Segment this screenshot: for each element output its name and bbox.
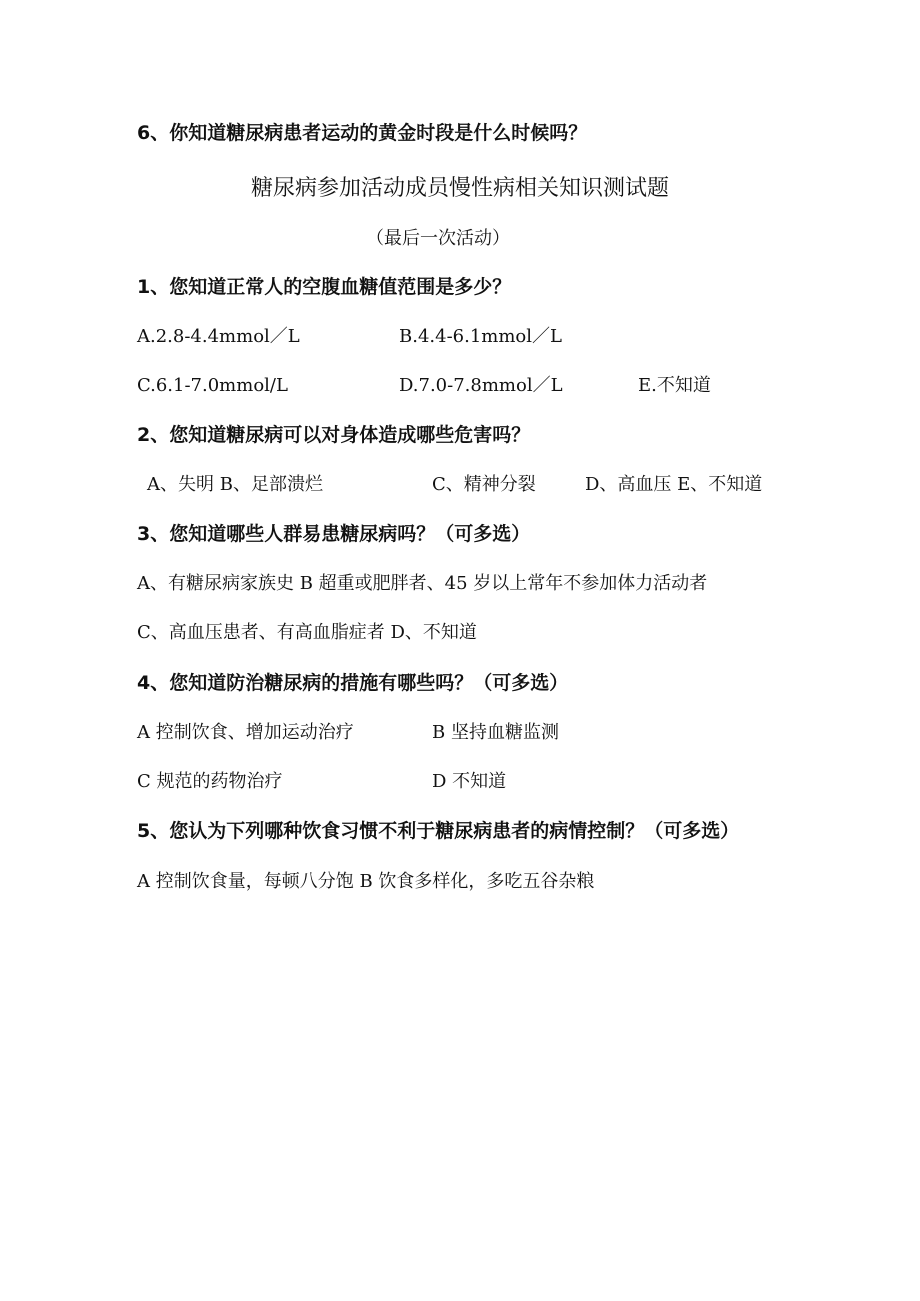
- q5-option-ab: A 控制饮食量，每顿八分饱 B 饮食多样化，多吃五谷杂粮: [137, 871, 595, 892]
- q1-option-d: D.7.0-7.8mmol／L: [399, 375, 563, 396]
- document-subtitle: （最后一次活动）: [366, 228, 510, 249]
- question-6: 6、你知道糖尿病患者运动的黄金时段是什么时候吗？: [137, 122, 588, 144]
- q2-option-de: D、高血压 E、不知道: [585, 474, 763, 495]
- document-title: 糖尿病参加活动成员慢性病相关知识测试题: [250, 176, 669, 201]
- question-1: 1、您知道正常人的空腹血糖值范围是多少？: [137, 276, 512, 298]
- q1-option-e: E.不知道: [638, 375, 711, 396]
- question-3: 3、您知道哪些人群易患糖尿病吗？（可多选）: [137, 523, 531, 545]
- q1-option-a: A.2.8-4.4mmol／L: [137, 326, 300, 347]
- question-2: 2、您知道糖尿病可以对身体造成哪些危害吗？: [137, 424, 531, 446]
- q4-option-d: D 不知道: [432, 771, 507, 792]
- q3-option-ab: A、有糖尿病家族史 B 超重或肥胖者、45 岁以上常年不参加体力活动者: [137, 573, 708, 594]
- q1-option-b: B.4.4-6.1mmol／L: [399, 326, 562, 347]
- q3-option-cd: C、高血压患者、有高血脂症者 D、不知道: [137, 622, 477, 643]
- q2-option-ab: A、失明 B、足部溃烂: [147, 474, 323, 495]
- q4-option-b: B 坚持血糖监测: [432, 722, 559, 743]
- q4-option-a: A 控制饮食、增加运动治疗: [137, 722, 354, 743]
- q1-option-c: C.6.1-7.0mmol/L: [137, 375, 288, 396]
- question-5: 5、您认为下列哪种饮食习惯不利于糖尿病患者的病情控制？（可多选）: [137, 820, 740, 842]
- q2-option-c: C、精神分裂: [432, 474, 536, 495]
- q4-option-c: C 规范的药物治疗: [137, 771, 283, 792]
- question-4: 4、您知道防治糖尿病的措施有哪些吗？（可多选）: [137, 672, 569, 694]
